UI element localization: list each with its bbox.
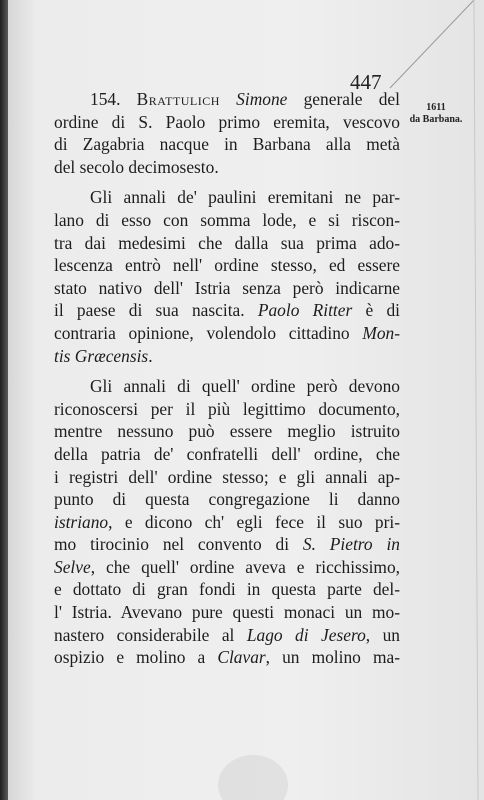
paragraph-3 [54, 375, 400, 669]
place-name: Lago di Jesero [246, 624, 366, 645]
text-line: e dottato di gran fondi in questa parte del- [54, 579, 400, 600]
paper-stain [218, 755, 288, 800]
text-line [54, 556, 400, 579]
text-line: riconoscersi per il più legittimo documento, [54, 398, 400, 419]
text-line [54, 322, 400, 345]
line-part: , un molino ma- [265, 647, 400, 668]
text-line: della patria de' confratelli dell' ordine, che [54, 443, 400, 464]
margin-note-year: 1611 [426, 102, 446, 113]
line-part: contraria opinione, volendolo cittadino [54, 322, 363, 343]
text-line: punto di questa congregazione li danno [54, 489, 400, 510]
line-part: , che quell' ordine aveva e ricchissimo, [90, 556, 400, 577]
author-name: Paolo Ritter [257, 300, 353, 321]
line-part: ospizio e molino a [54, 647, 218, 668]
margin-note [400, 102, 472, 126]
text-line: ordine di S. Paolo primo eremita, vescovo [54, 111, 400, 132]
text-line [54, 624, 400, 647]
page-number: 447 [350, 70, 382, 94]
place-name: S. Pietro in [302, 534, 400, 555]
text-line: i registri dell' ordine stesso; e gli annali ap- [54, 466, 400, 487]
text-line: Gli annali de' paulini eremitani ne par- [90, 187, 400, 208]
line-part: . [148, 345, 153, 366]
entry-number: 154. [90, 89, 121, 109]
paragraph-1 [54, 88, 400, 178]
entry-surname: Brattulich [136, 89, 220, 109]
text-line [54, 511, 400, 534]
text-line: di Zagabria nacque in Barbana alla metà [54, 134, 400, 155]
text-line: Gli annali di quell' ordine però devono [90, 376, 400, 397]
place-name: Selve [54, 556, 91, 577]
text-line [54, 646, 400, 669]
line-part: il paese di sua nascita. [54, 300, 245, 321]
line-part: mo tirocinio nel convento di [54, 534, 303, 555]
book-page [8, 0, 484, 800]
text-line: mentre nessuno può essere meglio istruito [54, 421, 400, 442]
place-name: Clavar [217, 647, 266, 668]
text-line: stato nativo dell' Istria senza però indicarne [54, 277, 400, 298]
line-part: , e dicono ch' egli fece il suo pri- [108, 511, 400, 532]
margin-note-place: da Barbana. [409, 114, 463, 125]
text-line [54, 533, 400, 556]
line-part: , un [365, 624, 400, 645]
paragraph-2 [54, 186, 400, 367]
place-name: Mon- [362, 322, 400, 343]
book-gutter [0, 0, 8, 800]
text-line [54, 345, 400, 368]
entry-line-1: generale del [303, 89, 400, 109]
text-line: tra dai medesimi che dalla sua prima ado- [54, 232, 400, 253]
line-part: è di [352, 300, 400, 321]
body-text [54, 88, 400, 669]
italic-word: istriano [54, 511, 109, 532]
text-line [54, 299, 400, 322]
place-name: tis Græcensis [54, 345, 149, 366]
line-part: nastero considerabile al [54, 624, 247, 645]
text-line: l' Istria. Avevano pure questi monaci un mo- [54, 602, 400, 623]
text-line: del secolo decimosesto. [54, 156, 219, 177]
text-line: lano di esso con somma lode, e si riscon- [54, 209, 400, 230]
entry-given-name: Simone [236, 89, 288, 109]
text-line [54, 88, 400, 111]
text-line: lescenza entrò nell' ordine stesso, ed essere [54, 255, 400, 276]
